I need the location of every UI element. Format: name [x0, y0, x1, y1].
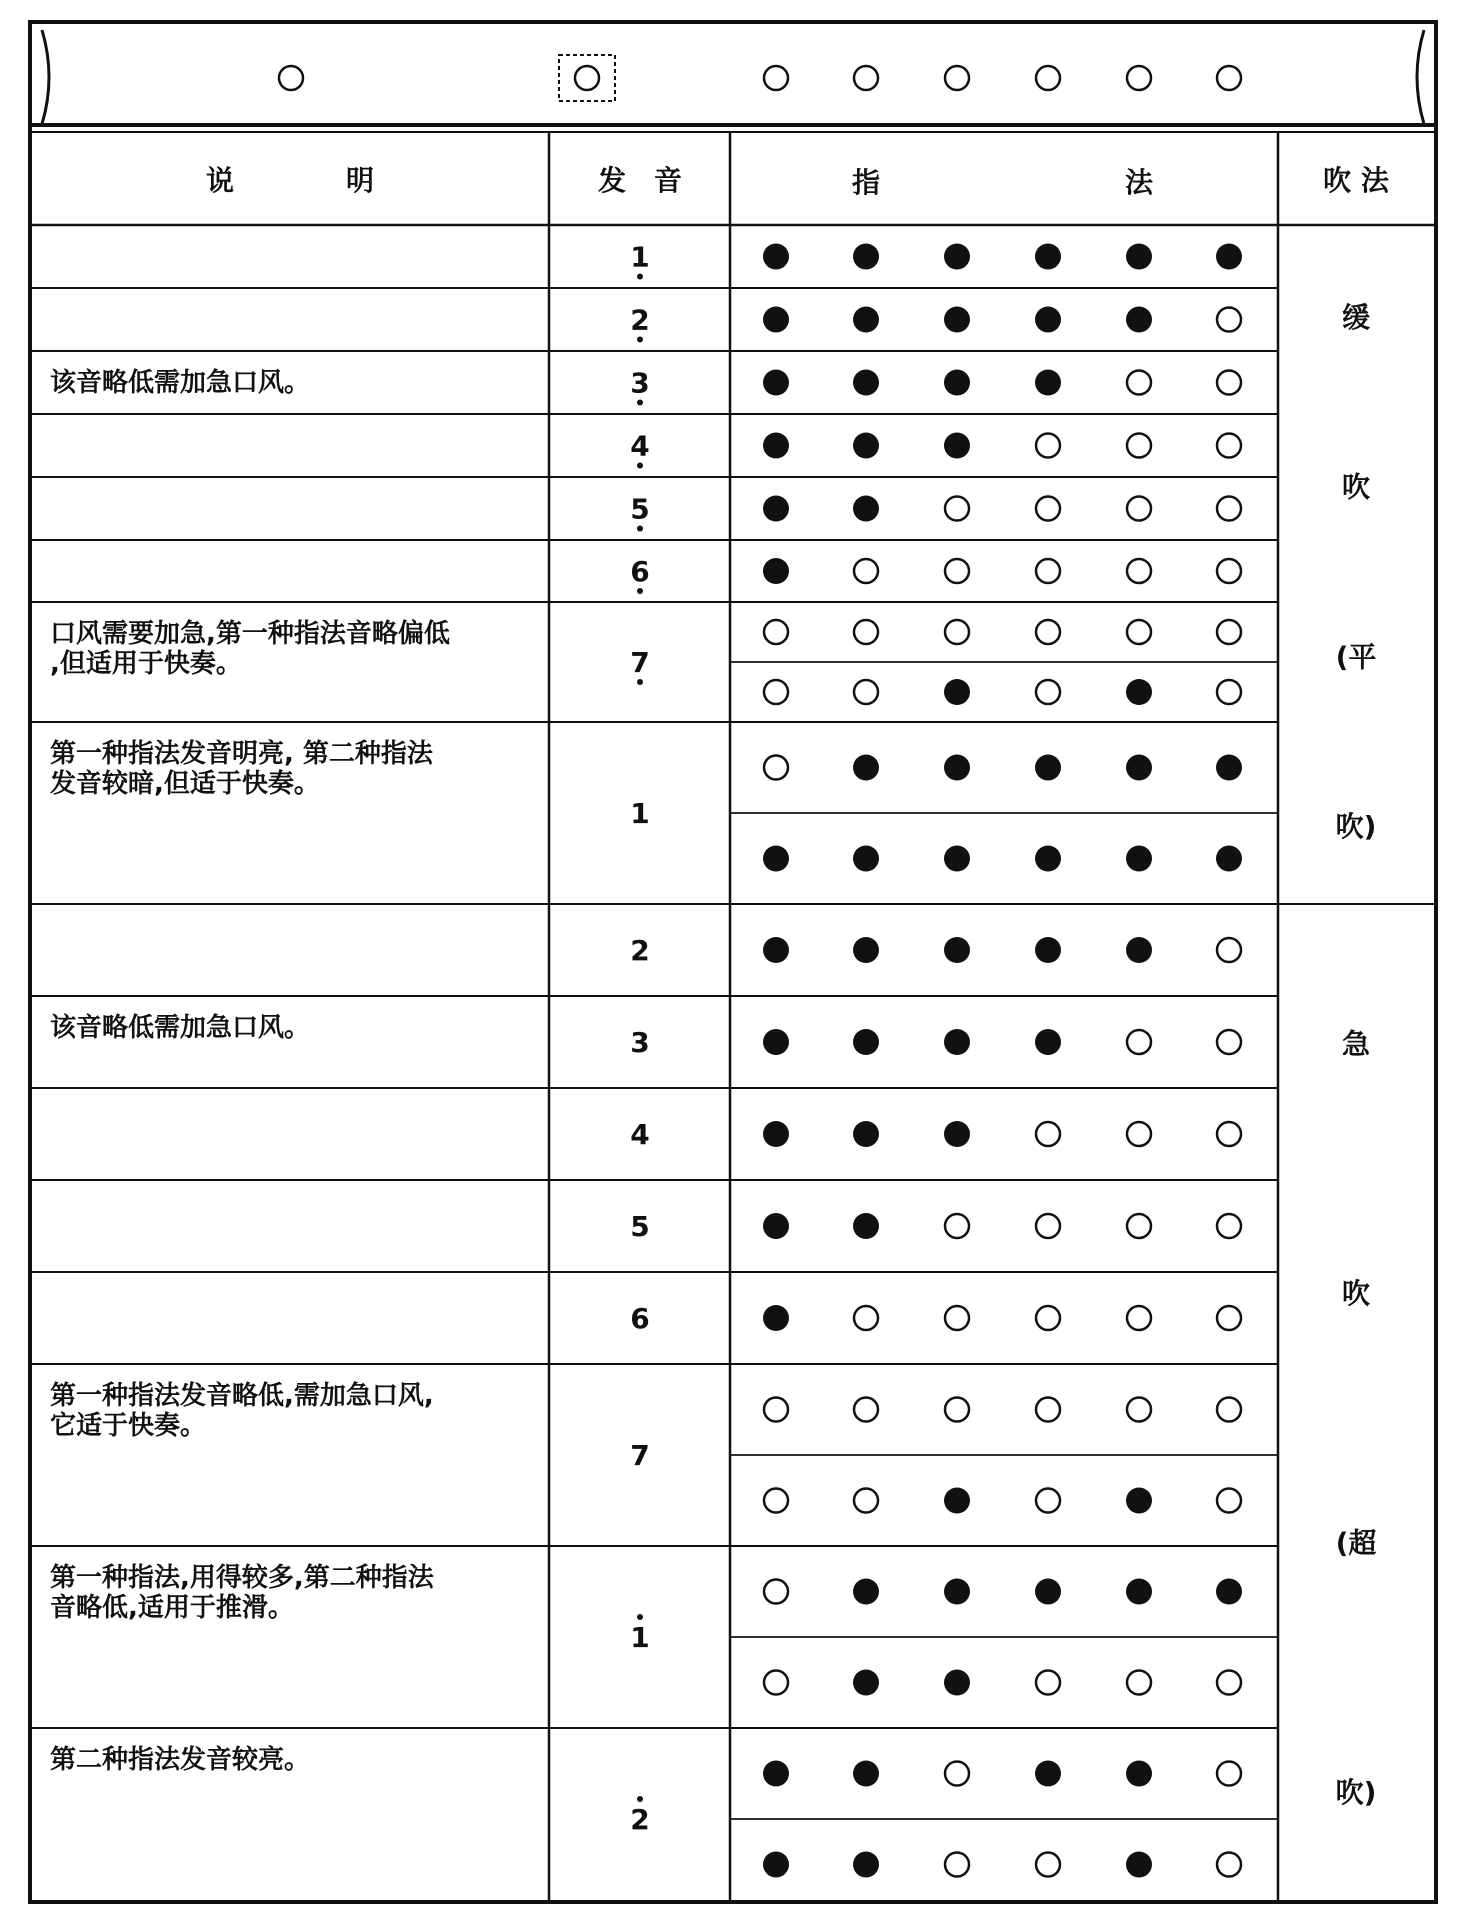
closed-hole-icon — [853, 496, 879, 522]
closed-hole-icon — [1126, 1579, 1152, 1605]
open-hole-icon — [1036, 497, 1060, 521]
description-line: ,但适用于快奏。 — [50, 649, 242, 679]
closed-hole-icon — [853, 1213, 879, 1239]
open-hole-icon — [1217, 1214, 1241, 1238]
closed-hole-icon — [1035, 937, 1061, 963]
open-hole-icon — [1036, 559, 1060, 583]
pitch-note: 4 — [630, 429, 650, 463]
pitch-note: 7 — [630, 646, 650, 679]
pitch-note: 5 — [630, 1210, 650, 1243]
closed-hole-icon — [763, 433, 789, 459]
pitch-note: 6 — [630, 1302, 650, 1335]
open-hole-icon — [764, 1489, 788, 1513]
open-hole-icon — [1036, 1671, 1060, 1695]
closed-hole-icon — [1035, 370, 1061, 396]
description-text — [50, 618, 450, 679]
open-hole-icon — [1127, 1306, 1151, 1330]
description-text: 第二种指法发音较亮。 — [50, 1745, 311, 1775]
blowing-char: 吹 — [1341, 470, 1371, 504]
closed-hole-icon — [853, 244, 879, 270]
closed-hole-icon — [1126, 1852, 1152, 1878]
pitch-note: 7 — [630, 1439, 650, 1472]
closed-hole-icon — [763, 1213, 789, 1239]
description-text — [50, 1380, 434, 1441]
closed-hole-icon — [1126, 244, 1152, 270]
closed-hole-icon — [1126, 846, 1152, 872]
closed-hole-icon — [944, 755, 970, 781]
blowing-char: (超 — [1335, 1526, 1377, 1560]
closed-hole-icon — [763, 846, 789, 872]
description-line: 第一种指法发音略低,需加急口风, — [50, 1381, 434, 1411]
closed-hole-icon — [763, 1852, 789, 1878]
closed-hole-icon — [763, 1121, 789, 1147]
open-hole-icon — [1127, 1398, 1151, 1422]
blowing-char: 吹) — [1335, 810, 1377, 844]
open-hole-icon — [1127, 434, 1151, 458]
pitch-note: 3 — [630, 1026, 650, 1059]
open-hole-icon — [1217, 1398, 1241, 1422]
open-hole-icon — [1036, 620, 1060, 644]
closed-hole-icon — [853, 307, 879, 333]
description-text — [50, 1562, 435, 1623]
open-hole-icon — [945, 1214, 969, 1238]
open-hole-icon — [1036, 1306, 1060, 1330]
flute-hole-icon — [279, 66, 303, 90]
closed-hole-icon — [944, 1488, 970, 1514]
closed-hole-icon — [1126, 1761, 1152, 1787]
open-hole-icon — [1127, 1030, 1151, 1054]
closed-hole-icon — [1126, 755, 1152, 781]
flute-hole-icon — [1217, 66, 1241, 90]
description-line: 发音较暗,但适于快奏。 — [50, 769, 320, 799]
octave-dot-below — [637, 274, 643, 280]
open-hole-icon — [854, 620, 878, 644]
open-hole-icon — [1217, 434, 1241, 458]
open-hole-icon — [945, 497, 969, 521]
header-pitch: 发 音 — [597, 164, 683, 197]
octave-dot-below — [637, 400, 643, 406]
closed-hole-icon — [1126, 679, 1152, 705]
description-text: 该音略低需加急口风。 — [50, 1013, 311, 1043]
open-hole-icon — [1127, 497, 1151, 521]
open-hole-icon — [1217, 1306, 1241, 1330]
blowing-char: 缓 — [1341, 300, 1371, 334]
open-hole-icon — [854, 1398, 878, 1422]
closed-hole-icon — [853, 1761, 879, 1787]
blowing-char: 吹 — [1341, 1277, 1371, 1311]
open-hole-icon — [1127, 1122, 1151, 1146]
closed-hole-icon — [1216, 755, 1242, 781]
closed-hole-icon — [944, 370, 970, 396]
blowing-char: 急 — [1341, 1027, 1371, 1061]
closed-hole-icon — [1126, 307, 1152, 333]
open-hole-icon — [1127, 1671, 1151, 1695]
description-line: 第一种指法,用得较多,第二种指法 — [50, 1563, 434, 1593]
closed-hole-icon — [853, 1670, 879, 1696]
description-line: 音略低,适用于推滑。 — [50, 1593, 294, 1623]
open-hole-icon — [1127, 1214, 1151, 1238]
flute-hole-icon — [854, 66, 878, 90]
closed-hole-icon — [763, 1029, 789, 1055]
octave-dot-above — [637, 1614, 643, 1620]
closed-hole-icon — [1035, 307, 1061, 333]
closed-hole-icon — [853, 1579, 879, 1605]
open-hole-icon — [1217, 1489, 1241, 1513]
closed-hole-icon — [763, 937, 789, 963]
closed-hole-icon — [1035, 1761, 1061, 1787]
pitch-note: 1 — [630, 1621, 650, 1654]
pitch-note: 2 — [630, 934, 650, 967]
pitch-note: 2 — [630, 1803, 650, 1836]
open-hole-icon — [945, 559, 969, 583]
open-hole-icon — [1127, 620, 1151, 644]
closed-hole-icon — [1035, 846, 1061, 872]
open-hole-icon — [1217, 1122, 1241, 1146]
open-hole-icon — [1036, 434, 1060, 458]
pitch-note: 3 — [630, 366, 650, 400]
open-hole-icon — [1217, 938, 1241, 962]
closed-hole-icon — [1126, 937, 1152, 963]
open-hole-icon — [1217, 559, 1241, 583]
header-blowing: 吹 法 — [1323, 164, 1389, 197]
closed-hole-icon — [763, 244, 789, 270]
closed-hole-icon — [1126, 1488, 1152, 1514]
octave-dot-below — [637, 337, 643, 343]
octave-dot-below — [637, 463, 643, 469]
open-hole-icon — [764, 1398, 788, 1422]
closed-hole-icon — [763, 1305, 789, 1331]
description-text: 该音略低需加急口风。 — [50, 368, 311, 398]
open-hole-icon — [945, 1853, 969, 1877]
pitch-note: 1 — [630, 240, 650, 274]
closed-hole-icon — [763, 307, 789, 333]
header-description: 说 明 — [205, 164, 375, 197]
open-hole-icon — [1217, 497, 1241, 521]
octave-dot-below — [637, 679, 643, 685]
closed-hole-icon — [1035, 755, 1061, 781]
octave-dot-below — [637, 526, 643, 532]
open-hole-icon — [1217, 1671, 1241, 1695]
open-hole-icon — [1217, 1762, 1241, 1786]
pitch-note: 2 — [630, 303, 650, 337]
pitch-note: 6 — [630, 555, 650, 588]
membrane-hole-icon — [575, 66, 599, 90]
closed-hole-icon — [853, 1121, 879, 1147]
closed-hole-icon — [1216, 244, 1242, 270]
open-hole-icon — [764, 1671, 788, 1695]
open-hole-icon — [1036, 680, 1060, 704]
closed-hole-icon — [944, 244, 970, 270]
header-fingering-left: 指 — [851, 166, 881, 199]
closed-hole-icon — [853, 433, 879, 459]
closed-hole-icon — [944, 679, 970, 705]
flute-hole-icon — [945, 66, 969, 90]
open-hole-icon — [945, 1398, 969, 1422]
closed-hole-icon — [944, 1670, 970, 1696]
open-hole-icon — [945, 1762, 969, 1786]
open-hole-icon — [1127, 559, 1151, 583]
closed-hole-icon — [944, 307, 970, 333]
flute-hole-icon — [764, 66, 788, 90]
pitch-note: 1 — [630, 797, 650, 830]
closed-hole-icon — [763, 370, 789, 396]
open-hole-icon — [1036, 1122, 1060, 1146]
open-hole-icon — [1217, 308, 1241, 332]
closed-hole-icon — [1216, 846, 1242, 872]
flute-end-right — [1417, 30, 1424, 124]
open-hole-icon — [1217, 1853, 1241, 1877]
description-line: 它适于快奏。 — [50, 1411, 207, 1441]
flute-hole-icon — [1036, 66, 1060, 90]
open-hole-icon — [854, 1306, 878, 1330]
closed-hole-icon — [853, 1852, 879, 1878]
closed-hole-icon — [944, 1121, 970, 1147]
closed-hole-icon — [944, 433, 970, 459]
description-text — [50, 738, 434, 799]
membrane-hole-frame — [559, 55, 615, 101]
closed-hole-icon — [944, 846, 970, 872]
open-hole-icon — [1036, 1853, 1060, 1877]
open-hole-icon — [1036, 1398, 1060, 1422]
closed-hole-icon — [1035, 244, 1061, 270]
closed-hole-icon — [944, 1029, 970, 1055]
closed-hole-icon — [853, 370, 879, 396]
closed-hole-icon — [763, 496, 789, 522]
open-hole-icon — [945, 1306, 969, 1330]
open-hole-icon — [764, 1580, 788, 1604]
closed-hole-icon — [1216, 1579, 1242, 1605]
octave-dot-above — [637, 1796, 643, 1802]
open-hole-icon — [1036, 1214, 1060, 1238]
open-hole-icon — [854, 559, 878, 583]
blowing-char: 吹) — [1335, 1776, 1377, 1810]
description-line: 口风需要加急,第一种指法音略偏低 — [50, 619, 450, 649]
open-hole-icon — [1217, 680, 1241, 704]
description-line: 第一种指法发音明亮, 第二种指法 — [50, 739, 433, 769]
open-hole-icon — [854, 680, 878, 704]
header-fingering-right: 法 — [1124, 166, 1154, 199]
open-hole-icon — [945, 620, 969, 644]
open-hole-icon — [764, 680, 788, 704]
flute-hole-icon — [1127, 66, 1151, 90]
closed-hole-icon — [853, 755, 879, 781]
open-hole-icon — [1217, 620, 1241, 644]
closed-hole-icon — [763, 1761, 789, 1787]
octave-dot-below — [637, 588, 643, 594]
closed-hole-icon — [763, 558, 789, 584]
open-hole-icon — [1217, 1030, 1241, 1054]
open-hole-icon — [764, 620, 788, 644]
closed-hole-icon — [1035, 1579, 1061, 1605]
open-hole-icon — [854, 1489, 878, 1513]
pitch-note: 4 — [630, 1118, 650, 1151]
open-hole-icon — [764, 756, 788, 780]
open-hole-icon — [1036, 1489, 1060, 1513]
open-hole-icon — [1127, 371, 1151, 395]
flute-end-left — [42, 30, 49, 124]
open-hole-icon — [1217, 371, 1241, 395]
blowing-char: (平 — [1335, 640, 1377, 674]
closed-hole-icon — [853, 937, 879, 963]
pitch-note: 5 — [630, 492, 650, 526]
closed-hole-icon — [853, 846, 879, 872]
closed-hole-icon — [853, 1029, 879, 1055]
closed-hole-icon — [944, 1579, 970, 1605]
closed-hole-icon — [1035, 1029, 1061, 1055]
closed-hole-icon — [944, 937, 970, 963]
